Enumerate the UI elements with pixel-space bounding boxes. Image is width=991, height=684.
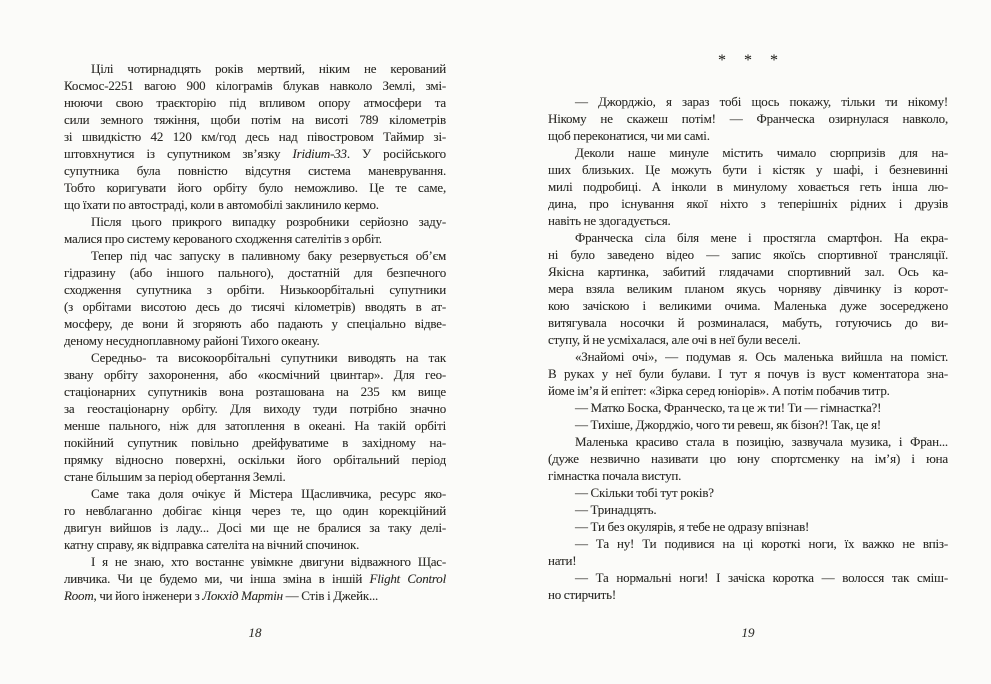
text-line: — Та ну! Ти подивися на ці короткі ноги, їх важко не впіз- [575, 536, 948, 551]
text-line: Тобто коригувати його орбіту було неможливо. Це те саме, [64, 180, 446, 195]
text-line: нюючи свою траєкторію під впливом опору атмосфери та [64, 95, 446, 110]
text-line: зі швидкістю 42 120 км/год десь над півостровом Таймир зі- [64, 129, 446, 144]
text-line: но стирчить! [548, 587, 617, 602]
text-line: Середньо- та високоорбітальні супутники виводять на так [91, 350, 446, 365]
text-line: Деколи наше минуле містить чимало сюрпризів для на- [575, 145, 948, 160]
paragraph [548, 501, 948, 518]
text-line: стаціонарних супутників вона розташована на 235 км вище [64, 384, 446, 399]
text-line: щоб переконатися, чи ми самі. [548, 128, 710, 143]
text-line: кою зачіскою і великими очима. Маленька дуже зосереджено [548, 298, 948, 313]
paragraph [64, 553, 446, 604]
right-page-text [548, 93, 948, 603]
text-line: нати! [548, 553, 577, 568]
text-line: ні було заведено відео — запис якоїсь спортивної трансляції. [548, 247, 948, 262]
text-line: — Матко Боска, Франческо, та це ж ти! Ти — гімнастка?! [575, 400, 882, 415]
paragraph [548, 93, 948, 144]
text-line: — Джорджіо, я зараз тобі щось покажу, тільки ти нікому! [575, 94, 948, 109]
text-line: Саме така доля очікує й Містера Щасливчика, ресурс яко- [91, 486, 446, 501]
paragraph [64, 247, 446, 349]
text-line: дина, про існування якої ніхто з теперішніх рідних і друзів [548, 196, 948, 211]
paragraph [64, 60, 446, 213]
text-line: ливчика. Чи це будемо ми, чи інша зміна в іншій Flight Control [64, 571, 446, 586]
paragraph [548, 484, 948, 501]
text-line: Після цього прикрого випадку розробники серйозно заду- [91, 214, 446, 229]
left-page-text [64, 60, 446, 604]
right-page [548, 52, 948, 603]
text-line: — Та нормальні ноги! І зачіска коротка — волосся так сміш- [575, 570, 948, 585]
paragraph [64, 485, 446, 553]
paragraph [548, 535, 948, 569]
text-line: Тепер під час запуску в паливному баку резервується об’єм [91, 248, 446, 263]
text-line: покійний супутник повільно дрейфуватиме в західному на- [64, 435, 446, 450]
text-line: двигун вийшов із ладу... Досі ми ще не бралися за таку делі- [64, 520, 446, 535]
text-line: витягувала носочки й розминалася, мабуть, готуючись до ви- [548, 315, 948, 330]
paragraph [548, 348, 948, 399]
text-line: Космос-2251 вагою 900 кілограмів блукав навколо Землі, змі- [64, 78, 446, 93]
paragraph [548, 433, 948, 484]
text-line: сили земного тяжіння, щоби потім на висоті 789 кілометрів [64, 112, 446, 127]
text-line: — Тихіше, Джорджіо, чого ти ревеш, як бізон?! Так, це я! [575, 417, 882, 432]
text-line: штовхнутися із супутником зв’язку Iridium-33. У російського [64, 146, 446, 161]
left-page [64, 60, 446, 604]
text-line: що їхати по автостраді, коли в автомобілі заклинило кермо. [64, 197, 379, 212]
right-page-number: 19 [741, 625, 755, 640]
text-line: (дуже незвично називати цю юну спортсменку на ім’я) і юна [548, 451, 948, 466]
paragraph [64, 213, 446, 247]
text-line: — Тринадцять. [575, 502, 657, 517]
text-line: стане більшим за період обертання Землі. [64, 469, 286, 484]
text-line: І я не знаю, хто востаннє увімкне двигуни відважного Щас- [91, 554, 446, 569]
paragraph [548, 399, 948, 416]
text-line: супутника була повністю відсутня система маневрування. [64, 163, 446, 178]
text-line: ступу, й не усміхалася, але очі в неї були веселі. [548, 332, 801, 347]
text-line: милі подробиці. А інколи в минулому ховається геть інша лю- [548, 179, 948, 194]
text-line: «Знайомі очі», — подумав я. Ось маленька вийшла на поміст. [575, 349, 948, 364]
text-line: Франческа сіла біля мене і простягла смартфон. На екра- [575, 230, 948, 245]
text-line: прямку відносно поверхні, оскільки його орбітальний період [64, 452, 446, 467]
text-line: (з орбітами висотою десь до тисячі кілометрів) вводять в ат- [64, 299, 446, 314]
text-line: катну справу, як відправка сателіта на вічний спочинок. [64, 537, 360, 552]
text-line: за геостаціонарну орбіту. Для виходу туди потрібно значно [64, 401, 446, 416]
text-line: мосферу, де вони й згоряють або падають у спеціально відве- [64, 316, 446, 331]
paragraph [548, 518, 948, 535]
text-line: деному несудноплавному районі Тихого океану. [64, 333, 320, 348]
text-line: навіть не здогадується. [548, 213, 671, 228]
text-line: менше пального, ніж для затоплення в океані. На такій орбіті [64, 418, 446, 433]
paragraph [548, 144, 948, 229]
paragraph [548, 229, 948, 348]
left-page-number: 18 [248, 625, 262, 640]
paragraph [548, 416, 948, 433]
paragraph [548, 569, 948, 603]
text-line: гімнастка почала виступ. [548, 468, 682, 483]
text-line: йоме ім’я й епітет: «Зірка серед юніорів». А потім побачив титр. [548, 383, 890, 398]
text-line: ших близьких. Це можуть бути і кістяк у шафі, і безневинні [548, 162, 948, 177]
text-line: сходження супутника з орбіти. Низькоорбітальні супутники [64, 282, 446, 297]
text-line: — Скільки тобі тут років? [575, 485, 714, 500]
text-line: В руках у неї були булави. І тут я почув із вуст коментатора зна- [548, 366, 948, 381]
text-line: Якісна картинка, забитий глядачами спортивний зал. Ось ка- [548, 264, 948, 279]
text-line: гідразину (або іншого пального), достатній для безпечного [64, 265, 446, 280]
paragraph [64, 349, 446, 485]
text-line: го невблаганно добігає кінця через те, що один корекційний [64, 503, 446, 518]
text-line: мера взяла великим планом якусь чорняву дівчинку із корот- [548, 281, 948, 296]
text-line: малися про систему керованого сходження сателітів з орбіт. [64, 231, 382, 246]
text-line: Room, чи його інженери з Локхід Мартін — Стів і Джейк... [64, 588, 379, 603]
text-line: Маленька красиво стала в позицію, зазвучала музика, і Фран... [575, 434, 948, 449]
text-line: — Ти без окулярів, я тебе не одразу впізнав! [575, 519, 810, 534]
text-line: Нікому не скажеш потім! — Франческа озирнулася навколо, [548, 111, 948, 126]
text-line: Цілі чотирнадцять років мертвий, ніким не керований [91, 61, 446, 76]
section-separator: * * * [718, 52, 778, 69]
text-line: звану орбіту захоронення, або «космічний цвинтар». Для гео- [64, 367, 446, 382]
